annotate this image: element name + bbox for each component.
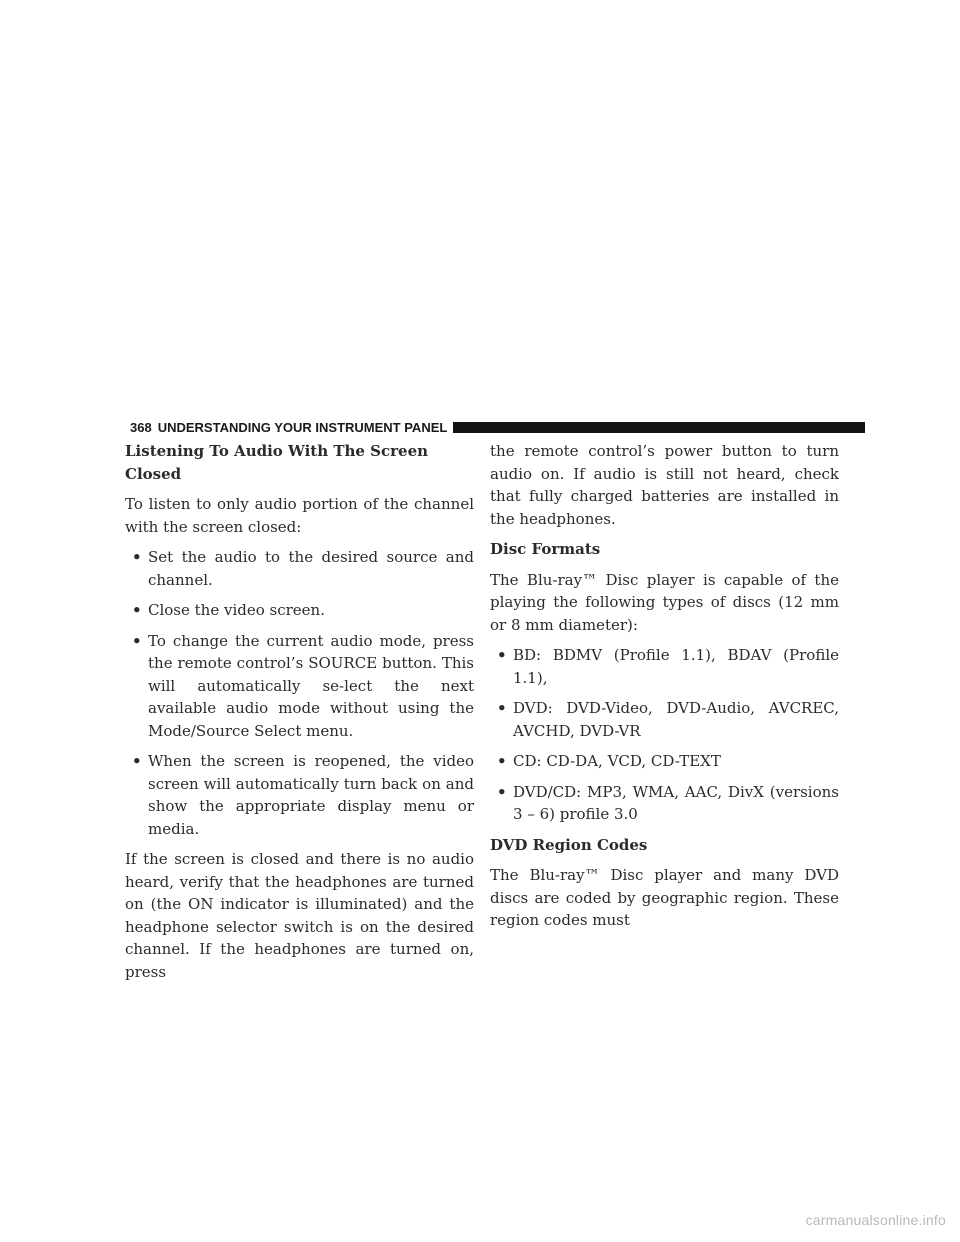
list-item	[125, 599, 474, 622]
list-item-text: When the screen is reopened, the video screen will automatically turn back on and show the appropriate display menu or media.	[148, 752, 474, 838]
list-item	[490, 644, 839, 689]
heading-listening-audio: Listening To Audio With The Screen Closed	[125, 442, 429, 483]
list-item-text: CD: CD-DA, VCD, CD-TEXT	[513, 752, 721, 770]
page-number: 368	[130, 419, 152, 435]
list-item	[490, 781, 839, 826]
bullet-icon: •	[132, 631, 142, 650]
region-paragraph: The Blu-ray™ Disc player and many DVD discs are coded by geographic region. These region codes must	[490, 866, 839, 929]
list-item-text: To change the current audio mode, press the remote control’s SOURCE button. This will automatically se-lect the next available audio mode without using the Mode/Source Select menu.	[148, 631, 474, 740]
list-item	[125, 546, 474, 591]
header-rule	[453, 422, 865, 433]
list-item	[125, 630, 474, 743]
right-column	[490, 440, 839, 940]
disc-formats-intro: The Blu-ray™ Disc player is capable of the playing the following types of discs (12 mm or 8 mm diameter):	[490, 570, 839, 634]
list-item-text: DVD: DVD-Video, DVD-Audio, AVCREC, AVCHD, DVD-VR	[513, 699, 839, 740]
list-item	[125, 750, 474, 840]
heading-disc-formats: Disc Formats	[490, 540, 601, 558]
list-item-text: Set the audio to the desired source and channel.	[148, 548, 474, 589]
bullet-icon: •	[132, 601, 142, 619]
bullet-icon: •	[497, 782, 507, 801]
list-item-text: Close the video screen.	[148, 601, 325, 619]
no-audio-paragraph: If the screen is closed and there is no audio heard, verify that the headphones are turned on (the ON indicator is illuminated) and the headphone selector switch is on the desired channel. If the headphones are turned on, press	[125, 850, 474, 981]
left-column	[125, 440, 474, 991]
list-item-text: BD: BDMV (Profile 1.1), BDAV (Profile 1.1),	[513, 646, 839, 687]
bullet-icon: •	[497, 699, 507, 717]
continued-paragraph: the remote control’s power button to turn audio on. If audio is still not heard, check that fully charged batteries are installed in the headphones.	[490, 442, 839, 528]
list-item-text: DVD/CD: MP3, WMA, AAC, DivX (versions 3 – 6) profile 3.0	[513, 782, 839, 823]
list-item	[490, 697, 839, 742]
disc-formats-list	[490, 644, 839, 826]
intro-paragraph: To listen to only audio portion of the channel with the screen closed:	[125, 495, 474, 536]
page-header	[130, 419, 865, 435]
bullet-icon: •	[497, 752, 507, 770]
section-title: UNDERSTANDING YOUR INSTRUMENT PANEL	[157, 419, 448, 435]
bullet-icon: •	[132, 548, 142, 566]
list-item	[490, 750, 839, 773]
bullet-icon: •	[132, 752, 142, 770]
watermark-link[interactable]: carmanualsonline.info	[805, 1212, 946, 1228]
listening-bullet-list	[125, 546, 474, 840]
bullet-icon: •	[497, 646, 507, 664]
heading-dvd-region-codes: DVD Region Codes	[490, 835, 648, 854]
